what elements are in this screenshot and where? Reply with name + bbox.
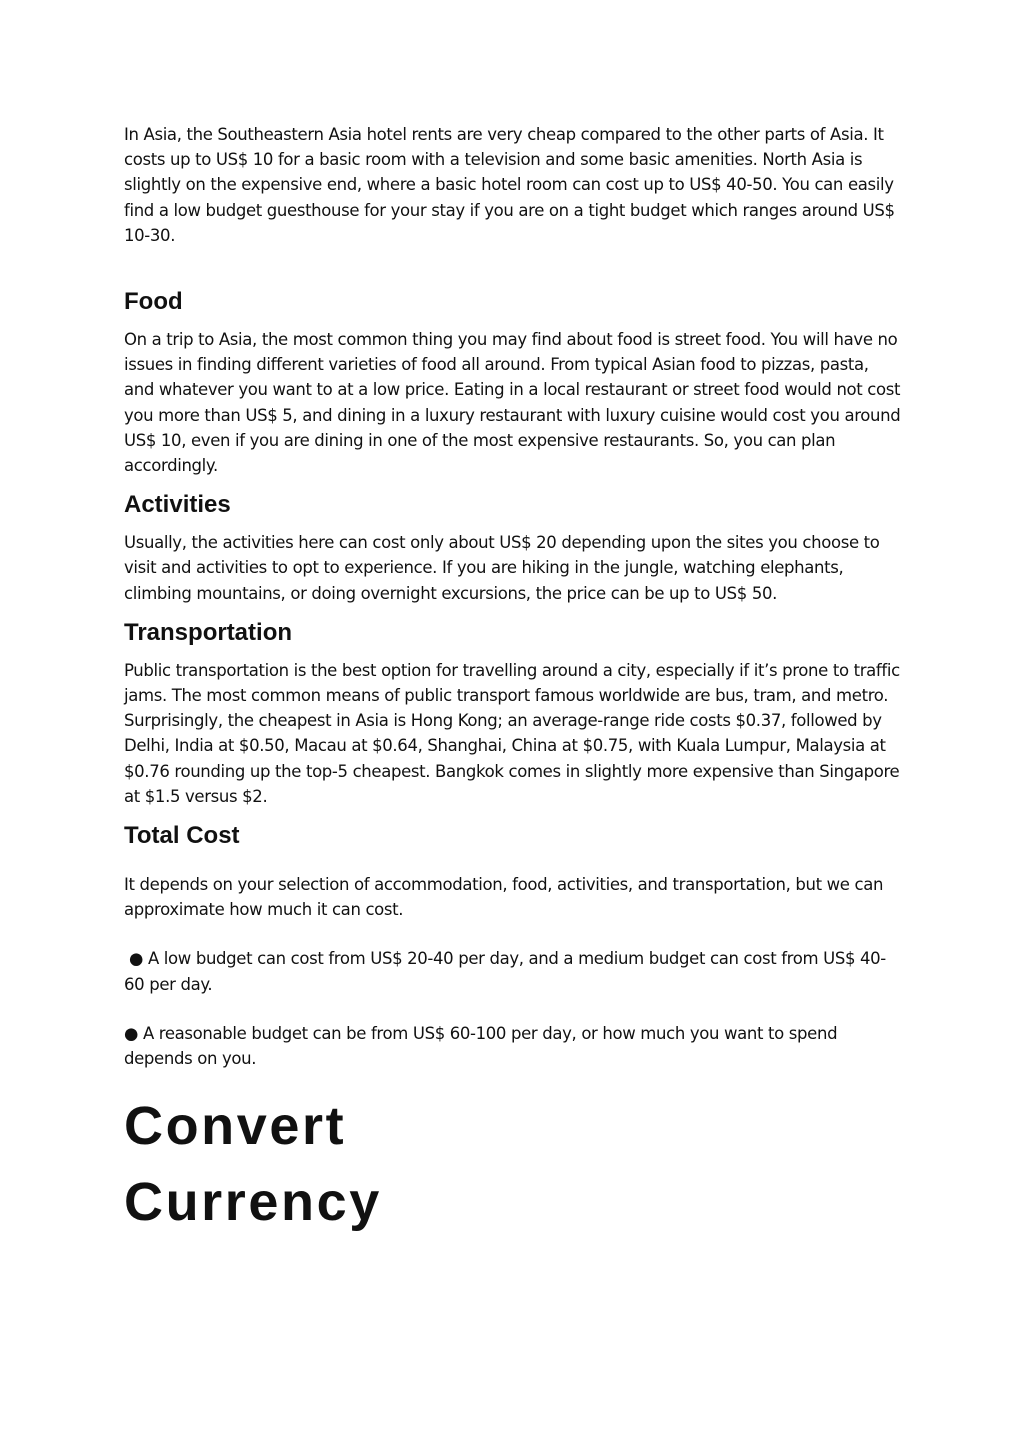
activities-paragraph: Usually, the activities here can cost only about US$ 20 depending upon the sites you choose to visit and activities to opt to experience. If you are hiking in the jungle, watching elephants, climbing mountains, or doing overnight excursions, the price can be up to US$ 50. [124, 533, 880, 603]
convert-currency-line-2: Currency [124, 1172, 382, 1233]
convert-currency-line-1: Convert [124, 1096, 347, 1157]
bullet-icon: ● [129, 949, 144, 969]
activities-heading: Activities [124, 491, 231, 519]
budget-bullet-low-medium [124, 946, 902, 996]
transportation-heading: Transportation [124, 618, 293, 646]
transportation-paragraph: Public transportation is the best option for travelling around a city, especially if it’s prone to traffic jams. The most common means of public transport famous worldwide are bus, tram, and metro. Surprisingly, the cheapest in Asia is Hong Kong; an average-range ride costs $0.37, followed by Delhi, India at $0.50, Macau at $0.64, Shanghai, China at $0.75, with Kuala Lumpur, Malaysia at $0.76 rounding up the top-5 cheapest. Bangkok comes in slightly more expensive than Singapore at $1.5 versus $2. [124, 660, 900, 806]
total-cost-heading: Total Cost [124, 822, 240, 850]
bullet-text: A reasonable budget can be from US$ 60-100 per day, or how much you want to spend depends on you. [124, 1023, 838, 1069]
budget-bullet-reasonable [124, 1021, 902, 1071]
total-cost-paragraph: It depends on your selection of accommodation, food, activities, and transportation, but we can approximate how much it can cost. [124, 875, 884, 920]
bullet-text: A low budget can cost from US$ 20-40 per day, and a medium budget can cost from US$ 40-60 per day. [124, 949, 886, 994]
food-paragraph: On a trip to Asia, the most common thing you may find about food is street food. You will have no issues in finding different varieties of food all around. From typical Asian food to pizzas, pasta, and whatever you want to at a low price. Eating in a local restaurant or street food would not cost you more than US$ 5, and dining in a luxury restaurant with luxury cuisine would cost you around US$ 10, even if you are dining in one of the most expensive restaurants. So, you can plan accordingly. [124, 330, 901, 476]
bullet-icon: ● [124, 1023, 139, 1043]
accommodation-paragraph: In Asia, the Southeastern Asia hotel rents are very cheap compared to the other parts of Asia. It costs up to US$ 10 for a basic room with a television and some basic amenities. North Asia is slightly on the expensive end, where a basic hotel room can cost up to US$ 40-50. You can easily find a low budget guesthouse for your stay if you are on a tight budget which ranges around US$ 10-30. [124, 125, 895, 245]
convert-currency-heading [124, 1088, 902, 1240]
document-content [124, 122, 902, 1276]
food-heading: Food [124, 288, 183, 316]
